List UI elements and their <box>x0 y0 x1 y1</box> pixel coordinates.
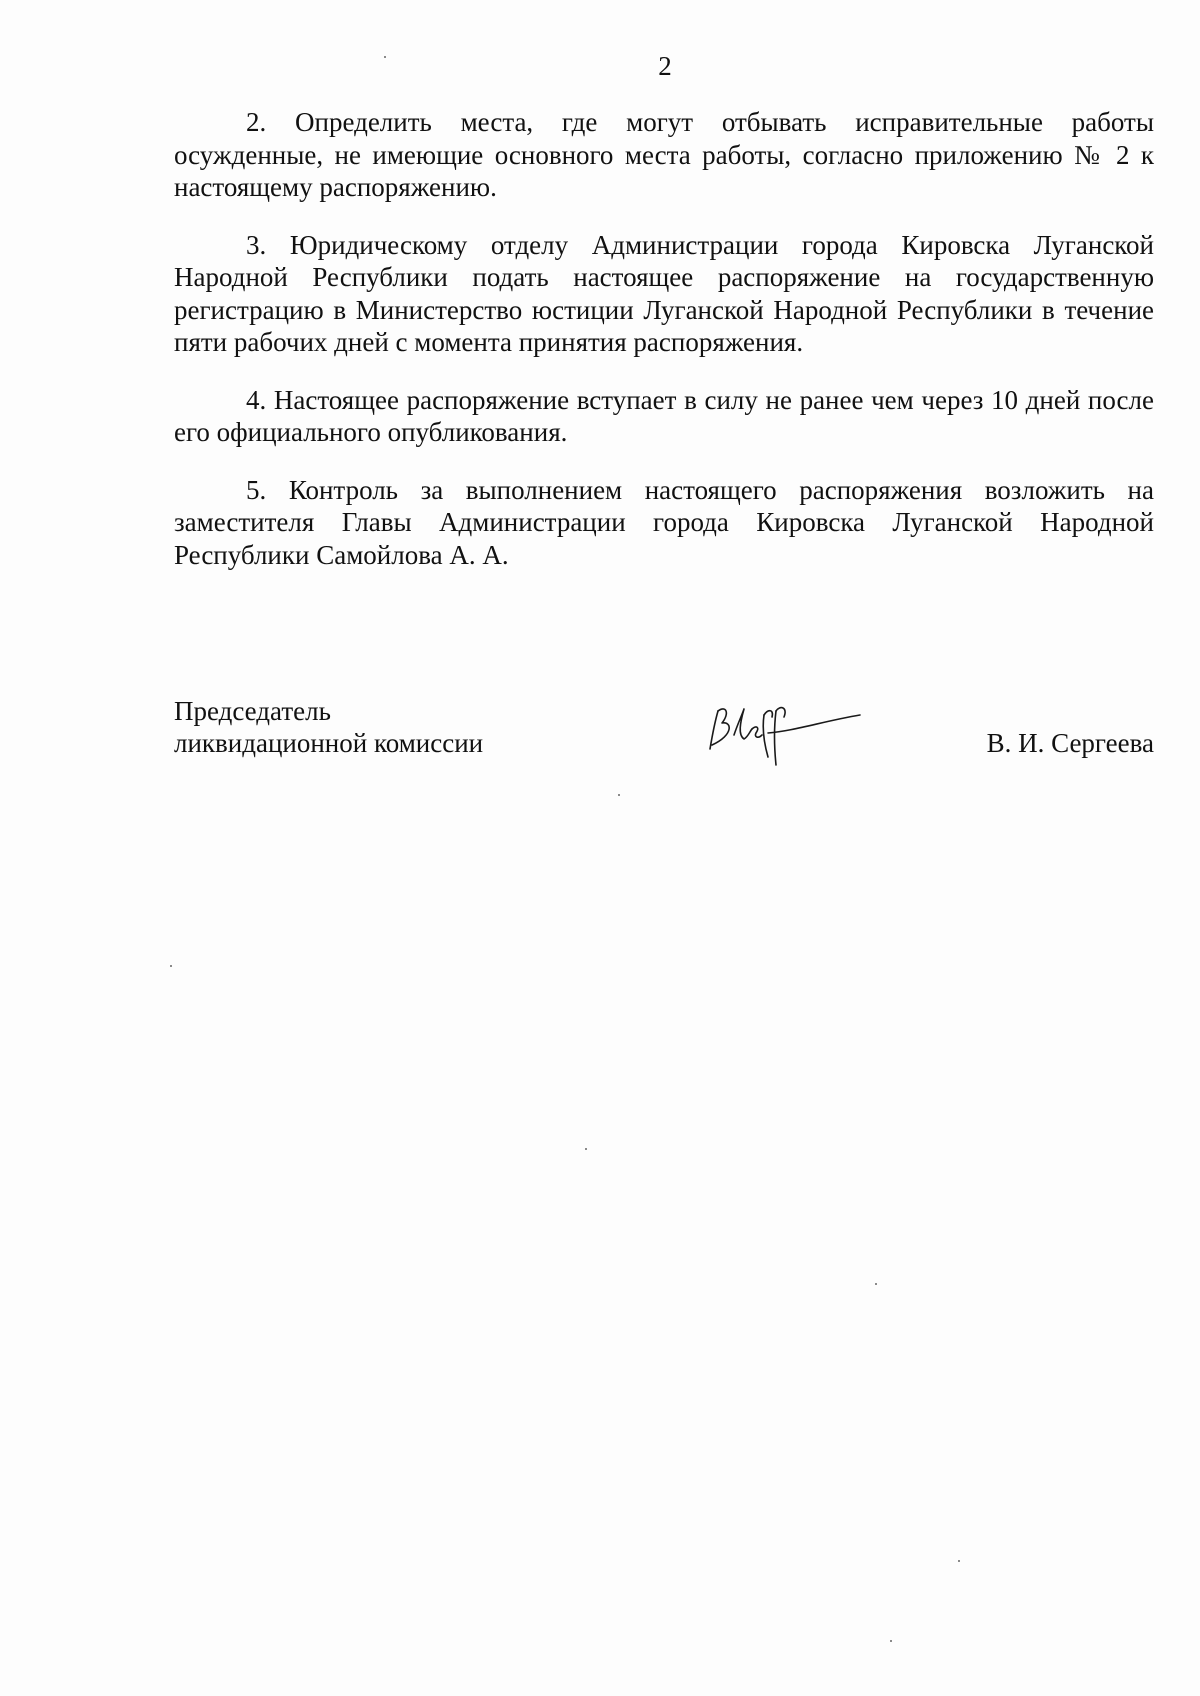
handwritten-signature-icon <box>704 695 864 770</box>
scan-speck <box>585 1148 587 1150</box>
paragraph-2: 2. Определить места, где могут отбывать исправительные работы осужденные, не имеющие основного места работы, согласно приложению № 2 к настоящему распоряжению. <box>174 107 1154 202</box>
scan-speck <box>170 965 172 967</box>
document-body <box>174 106 1154 596</box>
paragraph-5: 5. Контроль за выполнением настоящего распоряжения возложить на заместителя Главы Администрации города Кировска Луганской Народной Республики Самойлова А. А. <box>174 474 1154 570</box>
signer-title-line1: Председатель <box>174 696 331 726</box>
scan-speck <box>958 1560 960 1562</box>
signature-block <box>174 695 1154 775</box>
paragraph-4: 4. Настоящее распоряжение вступает в силу не ранее чем через 10 дней после его официального опубликования. <box>174 384 1154 447</box>
scan-speck <box>618 794 620 796</box>
signer-title-line2: ликвидационной комиссии <box>174 728 484 758</box>
signer-title <box>174 695 483 759</box>
paragraph-3: 3. Юридическому отделу Администрации города Кировска Луганской Народной Республики подать настоящее распоряжение на государственную регистрацию в Министерство юстиции Луганской Народной Республики в течение пяти рабочих дней с момента принятия распоряжения. <box>174 229 1154 357</box>
page-number: 2 <box>658 51 672 81</box>
scan-speck <box>875 1283 877 1285</box>
signer-name: В. И. Сергеева <box>986 728 1154 758</box>
scan-speck <box>890 1640 892 1642</box>
scan-speck <box>384 56 386 58</box>
